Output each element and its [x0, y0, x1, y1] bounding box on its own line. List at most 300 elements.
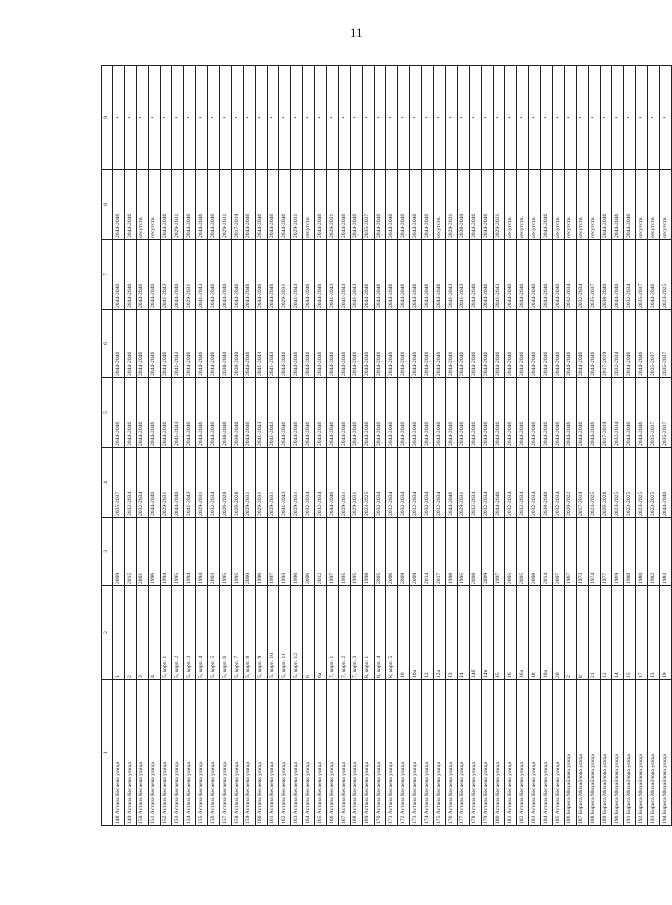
period-cell: 2032-2034 [624, 240, 636, 310]
house-number-cell: 5, корп. 8 [243, 586, 255, 680]
period-cell: 2044-2046 [445, 378, 457, 448]
table-row [457, 66, 469, 826]
period-cell: 2029-2031 [291, 448, 303, 518]
table-row [136, 66, 148, 826]
period-cell: 2041-2043 [255, 378, 267, 448]
period-cell: 2032-2034 [517, 448, 529, 518]
period-cell: 2038-2040 [220, 378, 232, 448]
period-cell: 2044-2046 [124, 378, 136, 448]
table-row [636, 66, 648, 826]
period-cell: 2044-2046 [243, 310, 255, 378]
period-cell: 2044-2046 [576, 310, 588, 378]
street-cell: 161 Астана Кесаева улица [267, 680, 279, 826]
period-cell: 2029-2031 [350, 448, 362, 518]
period-cell: отсутств. [588, 170, 600, 240]
table-row [529, 66, 541, 826]
period-cell: 2029-2031 [493, 170, 505, 240]
period-cell: 2029-2031 [327, 170, 339, 240]
house-number-cell: 14 [612, 586, 624, 680]
period-cell: 2044-2046 [505, 378, 517, 448]
period-cell: 2044-2046 [362, 240, 374, 310]
period-cell: 2032-2034 [124, 448, 136, 518]
year-cell: 1995 [220, 518, 232, 586]
mark-cell: • [410, 66, 422, 170]
year-cell: 1994 [160, 518, 172, 586]
house-number-cell: 7, корп. 2 [338, 586, 350, 680]
period-cell: 2029-2031 [160, 448, 172, 518]
year-cell: 1974 [588, 518, 600, 586]
house-number-cell: 8, корп. 1 [362, 586, 374, 680]
period-cell: 2044-2046 [481, 240, 493, 310]
house-number-cell: 5, корп. 6 [220, 586, 232, 680]
year-cell: 2012 [315, 518, 327, 586]
table-row [398, 66, 410, 826]
year-cell: 1980 [624, 518, 636, 586]
street-cell: 154 Астана Кесаева улица [184, 680, 196, 826]
house-number-cell: 18 [529, 586, 541, 680]
table-row [648, 66, 660, 826]
period-cell: 2044-2046 [113, 170, 125, 240]
period-cell: 2032-2034 [469, 448, 481, 518]
table-row [148, 66, 160, 826]
year-cell: 2001 [136, 518, 148, 586]
period-cell: 2041-2043 [160, 240, 172, 310]
period-cell: 2044-2046 [517, 240, 529, 310]
period-cell: 2044-2046 [493, 310, 505, 378]
table-row [600, 66, 612, 826]
table-row [350, 66, 362, 826]
mark-cell: • [148, 66, 160, 170]
table-row [612, 66, 624, 826]
period-cell: 2044-2046 [172, 240, 184, 310]
header-cell: 9 [102, 66, 113, 170]
period-cell: 2044-2046 [279, 310, 291, 378]
year-cell: 2009 [113, 518, 125, 586]
year-cell: 2006 [386, 518, 398, 586]
period-cell: 2044-2046 [612, 170, 624, 240]
mark-cell: • [457, 66, 469, 170]
period-cell: 2044-2046 [600, 170, 612, 240]
table-row [434, 66, 446, 826]
period-cell: 2044-2046 [529, 310, 541, 378]
mark-cell: • [160, 66, 172, 170]
table-row [327, 66, 339, 826]
period-cell: 2023-2025 [636, 448, 648, 518]
house-number-cell: 8, корп. 4 [374, 586, 386, 680]
period-cell: отсутств. [148, 170, 160, 240]
year-cell: 1996 [291, 518, 303, 586]
period-cell: 2029-2031 [255, 448, 267, 518]
table-row [481, 66, 493, 826]
period-cell: 2035-2037 [588, 240, 600, 310]
period-cell: 2044-2046 [327, 310, 339, 378]
street-cell: 174 Астана Кесаева улица [422, 680, 434, 826]
table-row [231, 66, 243, 826]
period-cell: 2029-2031 [267, 448, 279, 518]
period-cell: 2044-2046 [469, 170, 481, 240]
period-cell: 2044-2046 [136, 240, 148, 310]
period-cell: 2035-2037 [113, 448, 125, 518]
table-row [255, 66, 267, 826]
period-cell: 2044-2046 [410, 310, 422, 378]
period-cell: 2044-2046 [398, 378, 410, 448]
table-row [279, 66, 291, 826]
period-cell: 2041-2043 [196, 240, 208, 310]
street-cell: 176 Астана Кесаева улица [445, 680, 457, 826]
street-cell: 164 Астана Кесаева улица [303, 680, 315, 826]
house-number-cell: 13 [445, 586, 457, 680]
period-cell: 2044-2046 [184, 378, 196, 448]
period-cell: 2044-2046 [113, 240, 125, 310]
mark-cell: • [552, 66, 564, 170]
mark-cell: • [243, 66, 255, 170]
mark-cell: • [648, 66, 660, 170]
table-row [208, 66, 220, 826]
period-cell: 2044-2046 [529, 378, 541, 448]
house-number-cell: 5, корп. 12 [291, 586, 303, 680]
table-row [386, 66, 398, 826]
table-row [624, 66, 636, 826]
street-cell: 159 Астана Кесаева улица [243, 680, 255, 826]
period-cell: 2041-2043 [457, 240, 469, 310]
year-cell: 2007 [552, 518, 564, 586]
year-cell: 2017 [434, 518, 446, 586]
house-number-cell: 12 [422, 586, 434, 680]
period-cell: 2044-2046 [136, 378, 148, 448]
house-number-cell: 5, корп. 1 [160, 586, 172, 680]
year-cell: 2003 [208, 518, 220, 586]
period-cell: 2044-2046 [303, 310, 315, 378]
period-cell: отсутств. [552, 170, 564, 240]
period-cell: 2032-2034 [564, 240, 576, 310]
mark-cell: • [624, 66, 636, 170]
house-number-cell: 5, корп. 3 [184, 586, 196, 680]
period-cell: 2044-2046 [160, 310, 172, 378]
period-cell: 2044-2046 [327, 448, 339, 518]
period-cell: 2041-2043 [493, 240, 505, 310]
period-cell: 2044-2046 [291, 310, 303, 378]
period-cell: 2041-2043 [445, 240, 457, 310]
period-cell: 2017-2019 [231, 170, 243, 240]
period-cell: 2044-2046 [124, 310, 136, 378]
house-number-cell: 10 [398, 586, 410, 680]
period-cell: 2041-2043 [172, 378, 184, 448]
period-cell: 2044-2046 [338, 378, 350, 448]
period-cell: 2023-2025 [612, 448, 624, 518]
period-cell: 2023-2025 [362, 448, 374, 518]
mark-cell: • [279, 66, 291, 170]
period-cell: 2044-2046 [481, 378, 493, 448]
street-cell: 171 Астана Кесаева улица [386, 680, 398, 826]
period-cell: 2044-2046 [291, 378, 303, 448]
mark-cell: • [196, 66, 208, 170]
period-cell: 2032-2034 [315, 448, 327, 518]
period-cell: 2044-2046 [398, 170, 410, 240]
period-cell: 2041-2043 [279, 448, 291, 518]
period-cell: 2044-2046 [648, 240, 660, 310]
table-row [315, 66, 327, 826]
header-cell: 5 [102, 378, 113, 448]
year-cell: 2009 [410, 518, 422, 586]
period-cell: 2044-2046 [113, 378, 125, 448]
table-row [410, 66, 422, 826]
period-cell: 2044-2046 [160, 378, 172, 448]
house-number-cell: 6а [315, 586, 327, 680]
period-cell: отсутств. [136, 170, 148, 240]
year-cell: 2014 [422, 518, 434, 586]
mark-cell: • [231, 66, 243, 170]
period-cell: 2044-2046 [552, 310, 564, 378]
period-cell: 2044-2046 [410, 170, 422, 240]
period-cell: 2044-2046 [505, 310, 517, 378]
table-row [374, 66, 386, 826]
period-cell: отсутств. [505, 170, 517, 240]
period-cell: 2044-2046 [196, 378, 208, 448]
street-cell: 165 Астана Кесаева улица [315, 680, 327, 826]
mark-cell: • [481, 66, 493, 170]
house-number-cell: 15 [624, 586, 636, 680]
period-cell: 2032-2034 [529, 448, 541, 518]
period-cell: 2017-2019 [576, 448, 588, 518]
period-cell: 2044-2046 [220, 240, 232, 310]
street-cell: 162 Астана Кесаева улица [279, 680, 291, 826]
table-row [362, 66, 374, 826]
table-row [517, 66, 529, 826]
period-cell: 2038-2040 [457, 170, 469, 240]
street-cell: 177 Астана Кесаева улица [457, 680, 469, 826]
house-number-cell: 12а [434, 586, 446, 680]
period-cell: 2044-2046 [422, 310, 434, 378]
year-cell: 1995 [338, 518, 350, 586]
period-cell: 2044-2046 [457, 378, 469, 448]
period-cell: 2044-2046 [422, 378, 434, 448]
mark-cell: • [113, 66, 125, 170]
period-cell: 2044-2046 [172, 448, 184, 518]
period-cell: 2044-2046 [493, 378, 505, 448]
period-cell: 2029-2031 [445, 170, 457, 240]
period-cell: 2044-2046 [279, 378, 291, 448]
period-cell: 2044-2046 [588, 378, 600, 448]
mark-cell: • [422, 66, 434, 170]
header-cell: 4 [102, 448, 113, 518]
house-number-cell: 7, корп. 1 [327, 586, 339, 680]
period-cell: 2044-2046 [564, 378, 576, 448]
mark-cell: • [529, 66, 541, 170]
period-cell: 2041-2043 [267, 310, 279, 378]
period-cell: 2041-2043 [338, 240, 350, 310]
table-row [303, 66, 315, 826]
house-number-cell: 10а [410, 586, 422, 680]
mark-cell: • [350, 66, 362, 170]
period-cell: 2044-2046 [350, 310, 362, 378]
street-cell: 178 Астана Кесаева улица [469, 680, 481, 826]
table-row [184, 66, 196, 826]
period-cell: 2032-2034 [434, 448, 446, 518]
year-cell: 2008 [469, 518, 481, 586]
period-cell: отсутств. [564, 170, 576, 240]
year-cell: 1994 [184, 518, 196, 586]
year-cell: 1983 [659, 518, 671, 586]
street-cell: 157 Астана Кесаева улица [220, 680, 232, 826]
house-number-cell: 12 [600, 586, 612, 680]
table-row [267, 66, 279, 826]
period-cell: 2041-2043 [255, 310, 267, 378]
period-cell: 2044-2046 [315, 378, 327, 448]
period-cell: 2044-2046 [208, 240, 220, 310]
house-number-cell: 14в [481, 586, 493, 680]
house-number-cell: 20 [552, 586, 564, 680]
mark-cell: • [659, 66, 671, 170]
mark-cell: • [374, 66, 386, 170]
period-cell: отсутств. [659, 170, 671, 240]
period-cell: 2044-2046 [541, 240, 553, 310]
house-number-cell: 7, корп. 3 [350, 586, 362, 680]
period-cell: 2044-2046 [386, 310, 398, 378]
street-cell: 173 Астана Кесаева улица [410, 680, 422, 826]
mark-cell: • [398, 66, 410, 170]
street-cell: 169 Астана Кесаева улица [362, 680, 374, 826]
year-cell: 2008 [529, 518, 541, 586]
house-number-cell: 5, корп. 5 [208, 586, 220, 680]
period-cell: 2032-2034 [505, 448, 517, 518]
period-cell: отсутств. [434, 170, 446, 240]
house-number-cell: 15 [493, 586, 505, 680]
mark-cell: • [327, 66, 339, 170]
period-cell: 2044-2046 [541, 170, 553, 240]
house-number-cell: 5, корп. 10 [267, 586, 279, 680]
street-cell: 151 Астана Кесаева улица [148, 680, 160, 826]
period-cell: 2044-2046 [267, 240, 279, 310]
street-cell: 148 Астана Кесаева улица [113, 680, 125, 826]
street-cell: 168 Астана Кесаева улица [350, 680, 362, 826]
year-cell: 2005 [517, 518, 529, 586]
period-cell: 2032-2034 [398, 448, 410, 518]
table-row [291, 66, 303, 826]
mark-cell: • [541, 66, 553, 170]
table-row [505, 66, 517, 826]
period-cell: 2020-2022 [564, 448, 576, 518]
column-number-header [102, 66, 113, 826]
period-cell: 2044-2046 [148, 240, 160, 310]
mark-cell: • [576, 66, 588, 170]
period-cell: 2044-2046 [255, 170, 267, 240]
period-cell: 2044-2046 [362, 310, 374, 378]
period-cell: 2044-2046 [374, 240, 386, 310]
header-cell: 6 [102, 310, 113, 378]
header-cell: 8 [102, 170, 113, 240]
period-cell: 2044-2046 [541, 310, 553, 378]
mark-cell: • [636, 66, 648, 170]
period-cell: 2035-2037 [648, 378, 660, 448]
table-row [338, 66, 350, 826]
period-cell: 2038-2040 [600, 240, 612, 310]
period-cell: 2044-2046 [386, 378, 398, 448]
period-cell: 2041-2043 [327, 240, 339, 310]
mark-cell: • [386, 66, 398, 170]
period-cell: 2044-2046 [208, 170, 220, 240]
mark-cell: • [564, 66, 576, 170]
period-cell: 2044-2046 [350, 170, 362, 240]
mark-cell: • [612, 66, 624, 170]
table-row [196, 66, 208, 826]
house-number-cell: 13 [648, 586, 660, 680]
period-cell: 2044-2046 [445, 448, 457, 518]
period-cell: 2044-2046 [541, 378, 553, 448]
period-cell: 2044-2046 [327, 378, 339, 448]
period-cell: 2041-2043 [267, 378, 279, 448]
year-cell: 1982 [648, 518, 660, 586]
house-number-cell: 5, корп. 2 [172, 586, 184, 680]
period-cell: 2029-2031 [220, 170, 232, 240]
period-cell: 2044-2046 [124, 170, 136, 240]
period-cell: 2044-2046 [208, 378, 220, 448]
mark-cell: • [469, 66, 481, 170]
street-cell: 191 Бориса Михайлова улица [624, 680, 636, 826]
period-cell: 2041-2043 [184, 448, 196, 518]
mark-cell: • [600, 66, 612, 170]
period-cell: 2044-2046 [493, 448, 505, 518]
period-cell: 2029-2031 [196, 448, 208, 518]
street-cell: 181 Астана Кесаева улица [505, 680, 517, 826]
period-cell: 2029-2031 [338, 448, 350, 518]
period-cell: отсутств. [529, 170, 541, 240]
period-cell: 2044-2046 [398, 240, 410, 310]
period-cell: 2044-2046 [659, 448, 671, 518]
street-cell: 158 Астана Кесаева улица [231, 680, 243, 826]
period-cell: 2044-2046 [517, 310, 529, 378]
table-row [469, 66, 481, 826]
period-cell: 2044-2046 [374, 170, 386, 240]
period-cell: 2029-2031 [184, 240, 196, 310]
period-cell: 2044-2046 [588, 310, 600, 378]
mark-cell: • [303, 66, 315, 170]
period-cell: 2044-2046 [422, 240, 434, 310]
period-cell: 2044-2046 [374, 310, 386, 378]
year-cell: 2009 [398, 518, 410, 586]
mark-cell: • [493, 66, 505, 170]
street-cell: 189 Бориса Михайлова улица [600, 680, 612, 826]
house-number-cell: 3 [136, 586, 148, 680]
period-cell: 2044-2046 [552, 378, 564, 448]
period-cell: 2035-2037 [362, 170, 374, 240]
period-cell: 2044-2046 [184, 310, 196, 378]
mark-cell: • [517, 66, 529, 170]
header-cell: 1 [102, 680, 113, 826]
period-cell: 2032-2034 [208, 448, 220, 518]
period-cell: 2044-2046 [505, 240, 517, 310]
year-cell: 1996 [148, 518, 160, 586]
period-cell: отсутств. [303, 170, 315, 240]
period-cell: 2044-2046 [196, 170, 208, 240]
period-cell: 2032-2034 [386, 448, 398, 518]
period-cell: 2044-2046 [315, 170, 327, 240]
period-cell: 2044-2046 [124, 240, 136, 310]
house-number-cell: 2 [564, 586, 576, 680]
street-cell: 163 Астана Кесаева улица [291, 680, 303, 826]
street-cell: 182 Астана Кесаева улица [517, 680, 529, 826]
street-cell: 152 Астана Кесаева улица [160, 680, 172, 826]
period-cell: 2044-2046 [113, 310, 125, 378]
table-row [493, 66, 505, 826]
period-cell: 2044-2046 [243, 378, 255, 448]
period-cell: 2044-2046 [160, 170, 172, 240]
period-cell: 2044-2046 [398, 310, 410, 378]
street-cell: 153 Астана Кесаева улица [172, 680, 184, 826]
mark-cell: • [505, 66, 517, 170]
street-cell: 166 Астана Кесаева улица [327, 680, 339, 826]
period-cell: 2044-2046 [231, 240, 243, 310]
street-cell: 179 Астана Кесаева улица [481, 680, 493, 826]
